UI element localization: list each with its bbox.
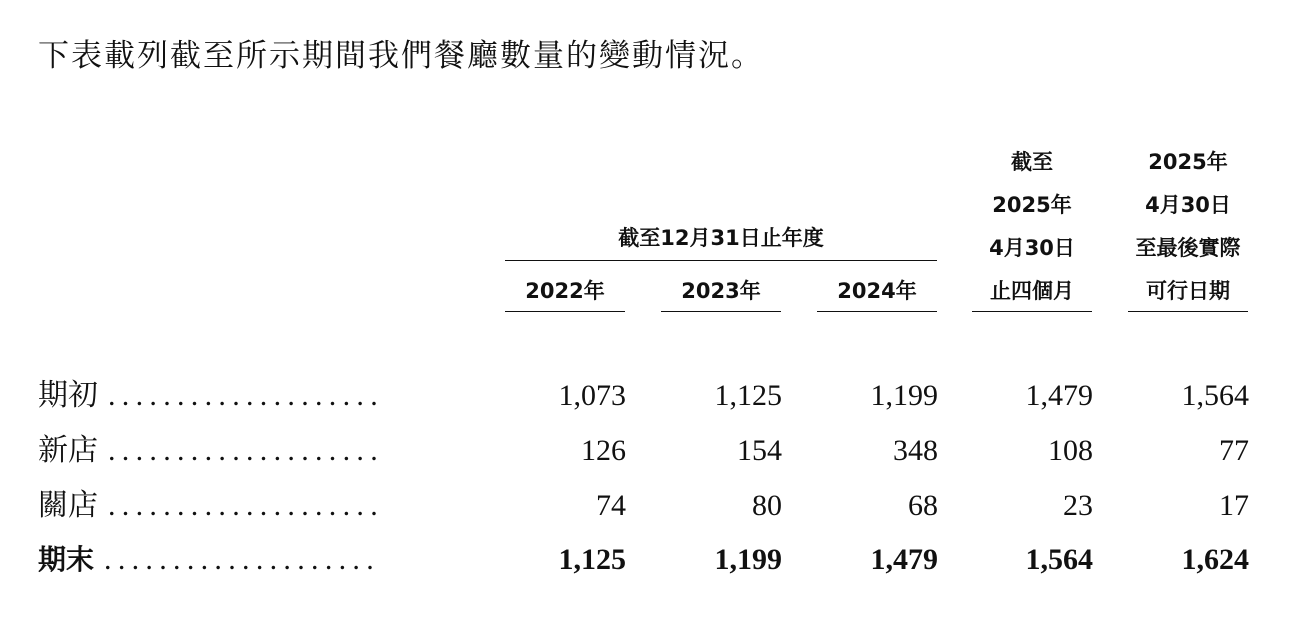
table-cell-total: 1,624 [1181,543,1249,576]
column-header-line: 2025年 [1148,150,1228,174]
row-label-text: 期初 [38,379,98,412]
column-rule [1128,311,1248,312]
table-cell: 1,073 [558,379,626,412]
column-header-line: 截至 [1011,150,1053,174]
row-label-opening [38,381,384,411]
table-cell: 154 [737,434,782,467]
dot-leader: .................... [108,434,384,467]
table-cell-total: 1,564 [1025,543,1093,576]
column-header-line: 4月30日 [1145,193,1231,217]
column-rule [817,311,937,312]
column-rule [972,311,1092,312]
column-header-line: 可行日期 [1146,279,1230,303]
column-header-line: 4月30日 [989,236,1075,260]
column-header-line: 止四個月 [990,279,1074,303]
row-label-text: 期末 [38,543,95,576]
column-header-2023: 2023年 [681,279,761,303]
row-label-text: 新店 [38,434,98,467]
intro-text: 下表載列截至所示期間我們餐廳數量的變動情況。 [38,38,764,73]
column-header-latest-practicable-date [1128,152,1248,324]
dot-leader: .................... [104,543,381,576]
table-cell: 68 [908,489,938,522]
table-cell-total: 1,199 [714,543,782,576]
column-header-2024: 2024年 [837,279,917,303]
table-cell-total: 1,125 [558,543,626,576]
table-cell: 1,125 [714,379,782,412]
dot-leader: .................... [108,489,384,522]
dot-leader: .................... [108,379,384,412]
table-cell: 348 [893,434,938,467]
column-rule [661,311,781,312]
table-cell-total: 1,479 [870,543,938,576]
table-cell: 126 [581,434,626,467]
column-header-2022: 2022年 [525,279,605,303]
row-label-closing [38,545,380,575]
table-cell: 1,479 [1025,379,1093,412]
group-header-title: 截至12月31日止年度 [618,226,824,250]
row-label-new-stores [38,436,384,466]
row-label-closed-stores [38,491,384,521]
table-cell: 1,564 [1181,379,1249,412]
table-cell: 74 [596,489,626,522]
column-header-four-months-2025 [972,152,1092,324]
column-header-line: 至最後實際 [1135,236,1241,260]
table-cell: 108 [1048,434,1093,467]
row-label-text: 關店 [38,489,98,522]
table-cell: 23 [1063,489,1093,522]
table-cell: 1,199 [870,379,938,412]
table-cell: 77 [1219,434,1249,467]
table-cell: 80 [752,489,782,522]
table-cell: 17 [1219,489,1249,522]
group-header-rule [505,260,937,261]
column-rule [505,311,625,312]
column-header-line: 2025年 [992,193,1072,217]
